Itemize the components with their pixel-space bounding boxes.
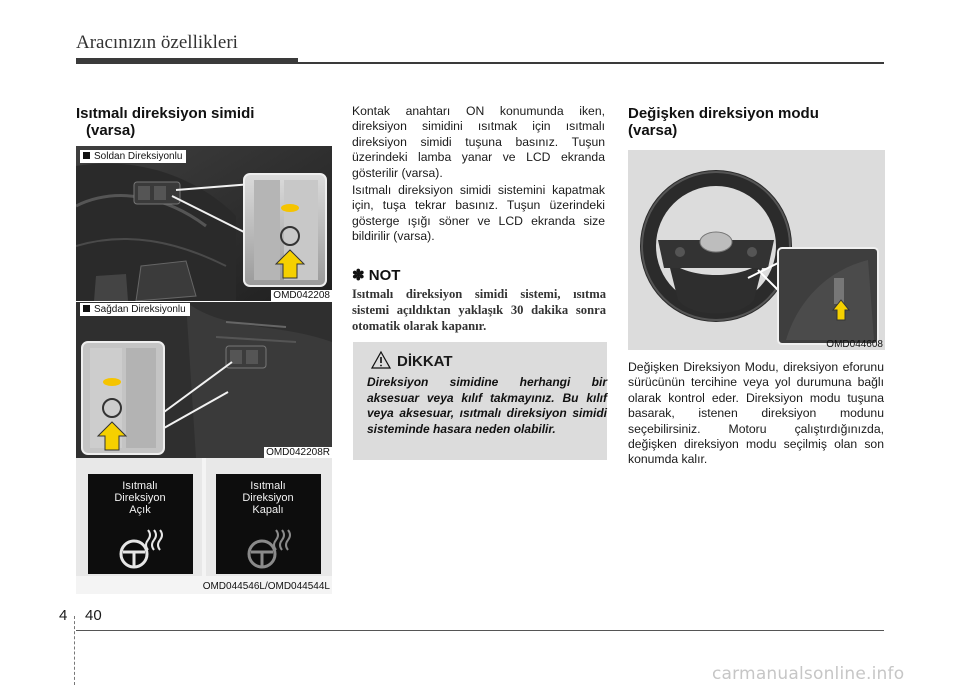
footer-dashed-divider xyxy=(74,616,76,685)
lcd-on-line2: Direksiyon xyxy=(114,492,166,504)
watermark: carmanualsonline.info xyxy=(712,664,905,684)
steering-figure-code: OMD044608 xyxy=(826,339,883,350)
lhd-label xyxy=(80,150,186,163)
note-heading xyxy=(352,266,400,284)
bullet-square-icon xyxy=(83,152,90,159)
bullet-square-icon xyxy=(83,305,90,312)
chapter-number: 4 xyxy=(59,607,68,624)
footer-rule xyxy=(76,630,884,631)
lcd-figure-panel xyxy=(76,458,332,594)
header-rule-thick xyxy=(76,58,298,64)
heading-line-2: (varsa) xyxy=(86,122,136,139)
note-text: Isıtmalı direksiyon simidi sistemi, ısıtma sistemi açıldıktan yaklaşık 30 dakika sonra otomatik olarak kapanır. xyxy=(352,287,606,333)
steering-wheel-illustration xyxy=(628,150,885,350)
lhd-figure-code: OMD042208 xyxy=(273,290,330,301)
dashboard-illustration-rhd xyxy=(76,302,332,458)
lcd-off-line2: Direksiyon xyxy=(242,492,294,504)
heading-line-2: (varsa) xyxy=(628,122,678,139)
heated-wheel-instructions xyxy=(352,104,605,247)
heated-wheel-on-icon xyxy=(116,526,166,570)
lcd-off-line1: Isıtmalı xyxy=(250,480,286,492)
lcd-on-screen xyxy=(88,474,193,574)
warning-triangle-icon xyxy=(371,350,391,370)
header-rule-thin xyxy=(298,62,884,64)
dashboard-illustration xyxy=(76,146,332,301)
caution-title: DİKKAT xyxy=(397,353,453,370)
paragraph-2: Isıtmalı direksiyon simidi sistemini kapatmak için, tuşa tekrar basınız. Tuşun üzerindeki gösterge ışığı söner ve LCD ekranda size bildirilir (varsa). xyxy=(352,183,605,244)
note-title: NOT xyxy=(368,267,401,284)
lcd-off-line3: Kapalı xyxy=(252,504,284,516)
heated-wheel-off-icon xyxy=(244,526,294,570)
lcd-off-frame xyxy=(206,458,332,576)
note-star-icon: ✽ xyxy=(352,267,365,284)
lcd-off-screen xyxy=(216,474,321,574)
lhd-label-text: Soldan Direksiyonlu xyxy=(94,151,183,162)
lcd-on-frame xyxy=(76,458,202,576)
lcd-on-line1: Isıtmalı xyxy=(122,480,158,492)
lcd-off-text xyxy=(218,480,318,516)
lcd-on-line3: Açık xyxy=(129,504,151,516)
lcd-figure-code: OMD044546L/OMD044544L xyxy=(202,581,330,592)
caution-text: Direksiyon simidine herhangi bir aksesuar veya kılıf takmayınız. Bu kılıf veya aksesuar, ısıtmalı direksiyon simidi sisteminde hasara neden olabilir. xyxy=(367,375,607,436)
page-number: 40 xyxy=(85,607,102,624)
heading-line-1: Isıtmalı direksiyon simidi xyxy=(76,105,255,122)
rhd-label xyxy=(80,303,190,316)
page-header-title: Aracınızın özellikleri xyxy=(76,32,238,53)
photo-steering-wheel xyxy=(628,150,885,350)
variable-steering-text: Değişken Direksiyon Modu, direksiyon eforunu sürücünün tercihine veya yol durumuna bağlı olarak kontrol eder. Direksiyon modu tuşuna basarak, istenen direksiyon modunu seçebilirsiniz. Motoru çalıştırdığınızda, değişken direksiyon modu seçilmiş olan son konumda kalır. xyxy=(628,360,884,467)
photo-lhd-dashboard xyxy=(76,146,332,301)
lcd-on-text xyxy=(90,480,190,516)
paragraph-1: Kontak anahtarı ON konumunda iken, direksiyon simidini ısıtmak için ısıtmalı direksiyon simidi tuşuna basınız. Tuşun üzerindeki lamba yanar ve LCD ekranda gösterilir (varsa). xyxy=(352,104,605,180)
section-heading-heated-wheel xyxy=(76,105,336,139)
photo-rhd-dashboard xyxy=(76,302,332,458)
section-heading-variable-steering xyxy=(628,105,888,139)
caution-box xyxy=(353,342,607,460)
rhd-figure-code: OMD042208R xyxy=(266,447,330,458)
rhd-label-text: Sağdan Direksiyonlu xyxy=(94,304,186,315)
heading-line-1: Değişken direksiyon modu xyxy=(628,105,819,122)
